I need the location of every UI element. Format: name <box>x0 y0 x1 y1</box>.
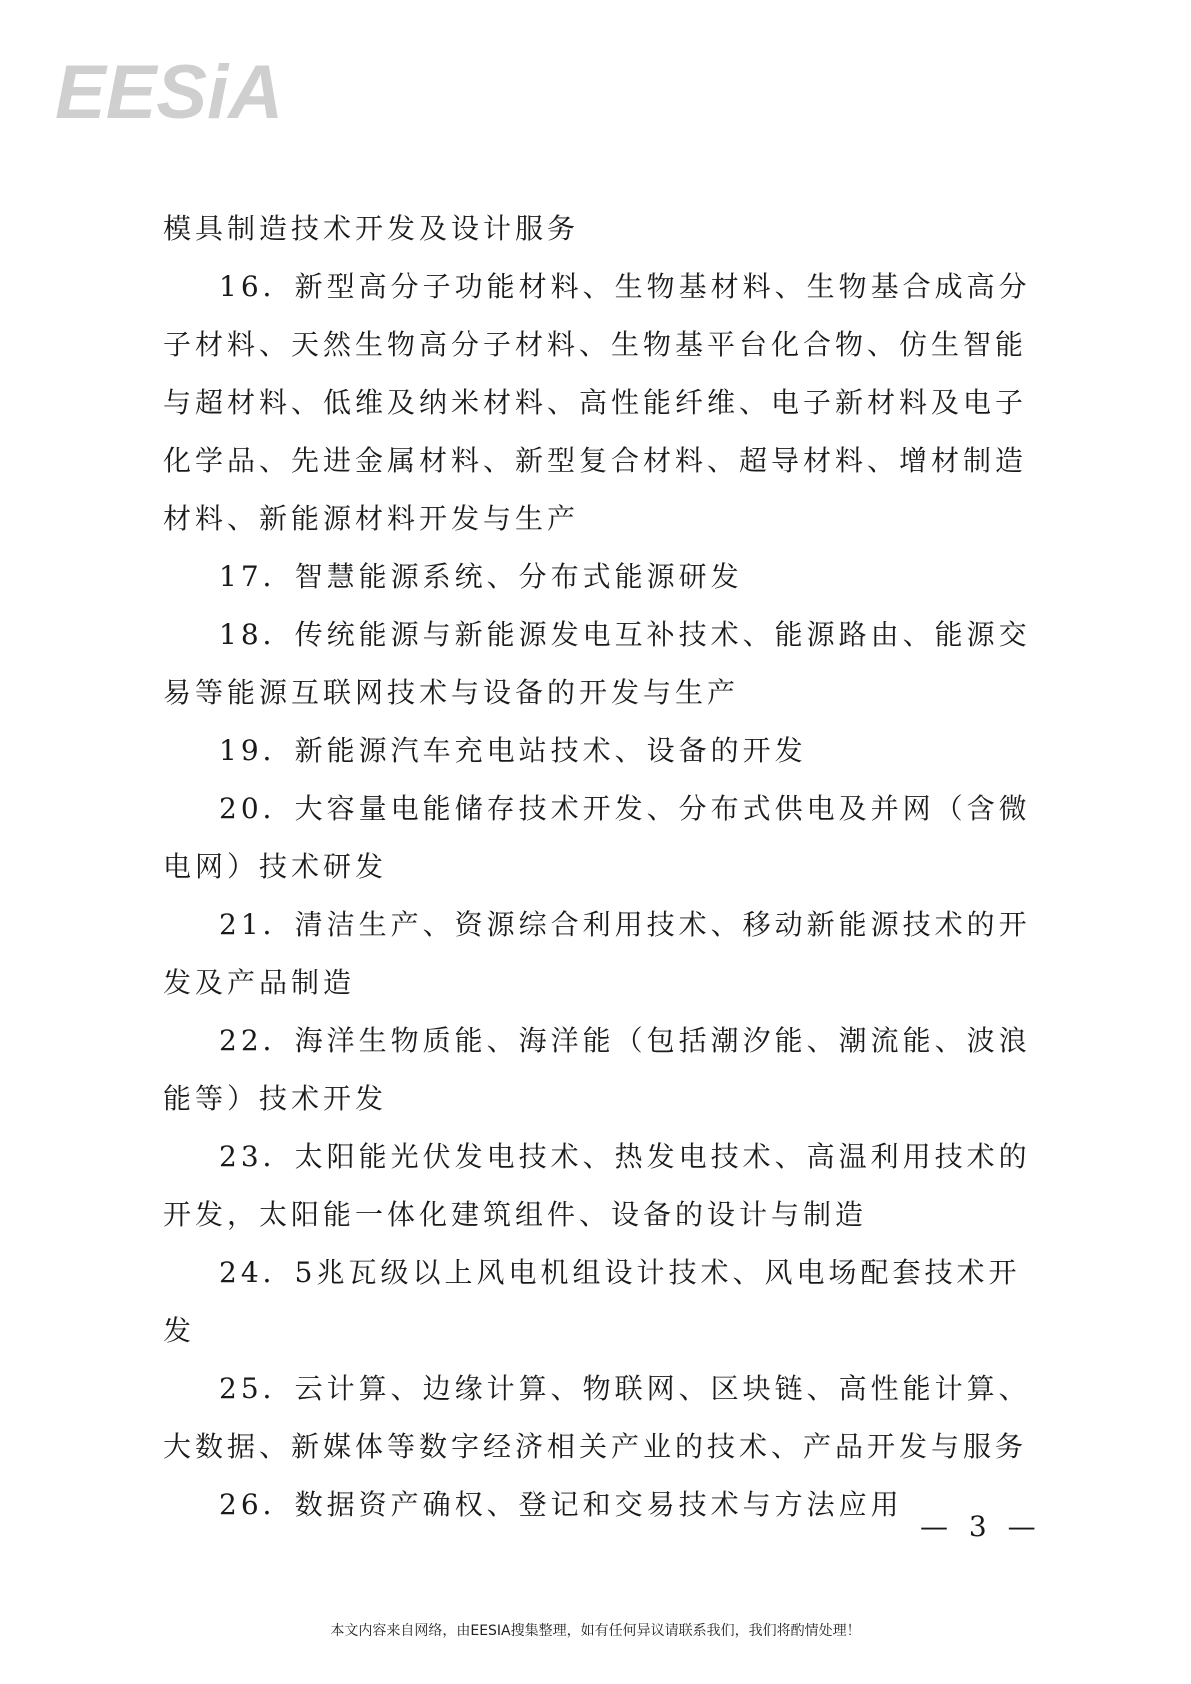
list-item-23: 23．太阳能光伏发电技术、热发电技术、高温利用技术的开发，太阳能一体化建筑组件、设备的设计与制造 <box>163 1140 1031 1231</box>
list-item-17: 17．智慧能源系统、分布式能源研发 <box>219 560 743 593</box>
list-item-25: 25．云计算、边缘计算、物联网、区块链、高性能计算、大数据、新媒体等数字经济相关产业的技术、产品开发与服务 <box>163 1372 1031 1463</box>
list-item-24: 24．5兆瓦级以上风电机组设计技术、风电场配套技术开发 <box>163 1256 1021 1347</box>
eesia-logo <box>55 52 315 132</box>
list-item-16: 16．新型高分子功能材料、生物基材料、生物基合成高分子材料、天然生物高分子材料、生物基平台化合物、仿生智能与超材料、低维及纳米材料、高性能纤维、电子新材料及电子化学品、先进金属材料、新型复合材料、超导材料、增材制造材料、新能源材料开发与生产 <box>163 270 1031 535</box>
list-item-19: 19．新能源汽车充电站技术、设备的开发 <box>219 734 807 767</box>
footer-disclaimer: 本文内容来自网络，由EESIA搜集整理，如有任何异议请联系我们，我们将酌情处理！ <box>330 1623 861 1639</box>
page-number: — 3 — <box>920 1510 1042 1543</box>
list-item-22: 22．海洋生物质能、海洋能（包括潮汐能、潮流能、波浪能等）技术开发 <box>163 1024 1031 1115</box>
list-item-26: 26．数据资产确权、登记和交易技术与方法应用 <box>219 1488 903 1521</box>
list-item-18: 18．传统能源与新能源发电互补技术、能源路由、能源交易等能源互联网技术与设备的开发与生产 <box>163 618 1031 709</box>
paragraph-continuation: 模具制造技术开发及设计服务 <box>163 212 580 245</box>
logo-wordmark: EESiA <box>55 52 284 132</box>
document-body <box>163 200 1043 1534</box>
list-item-21: 21．清洁生产、资源综合利用技术、移动新能源技术的开发及产品制造 <box>163 908 1031 999</box>
list-item-20: 20．大容量电能储存技术开发、分布式供电及并网（含微电网）技术研发 <box>163 792 1031 883</box>
